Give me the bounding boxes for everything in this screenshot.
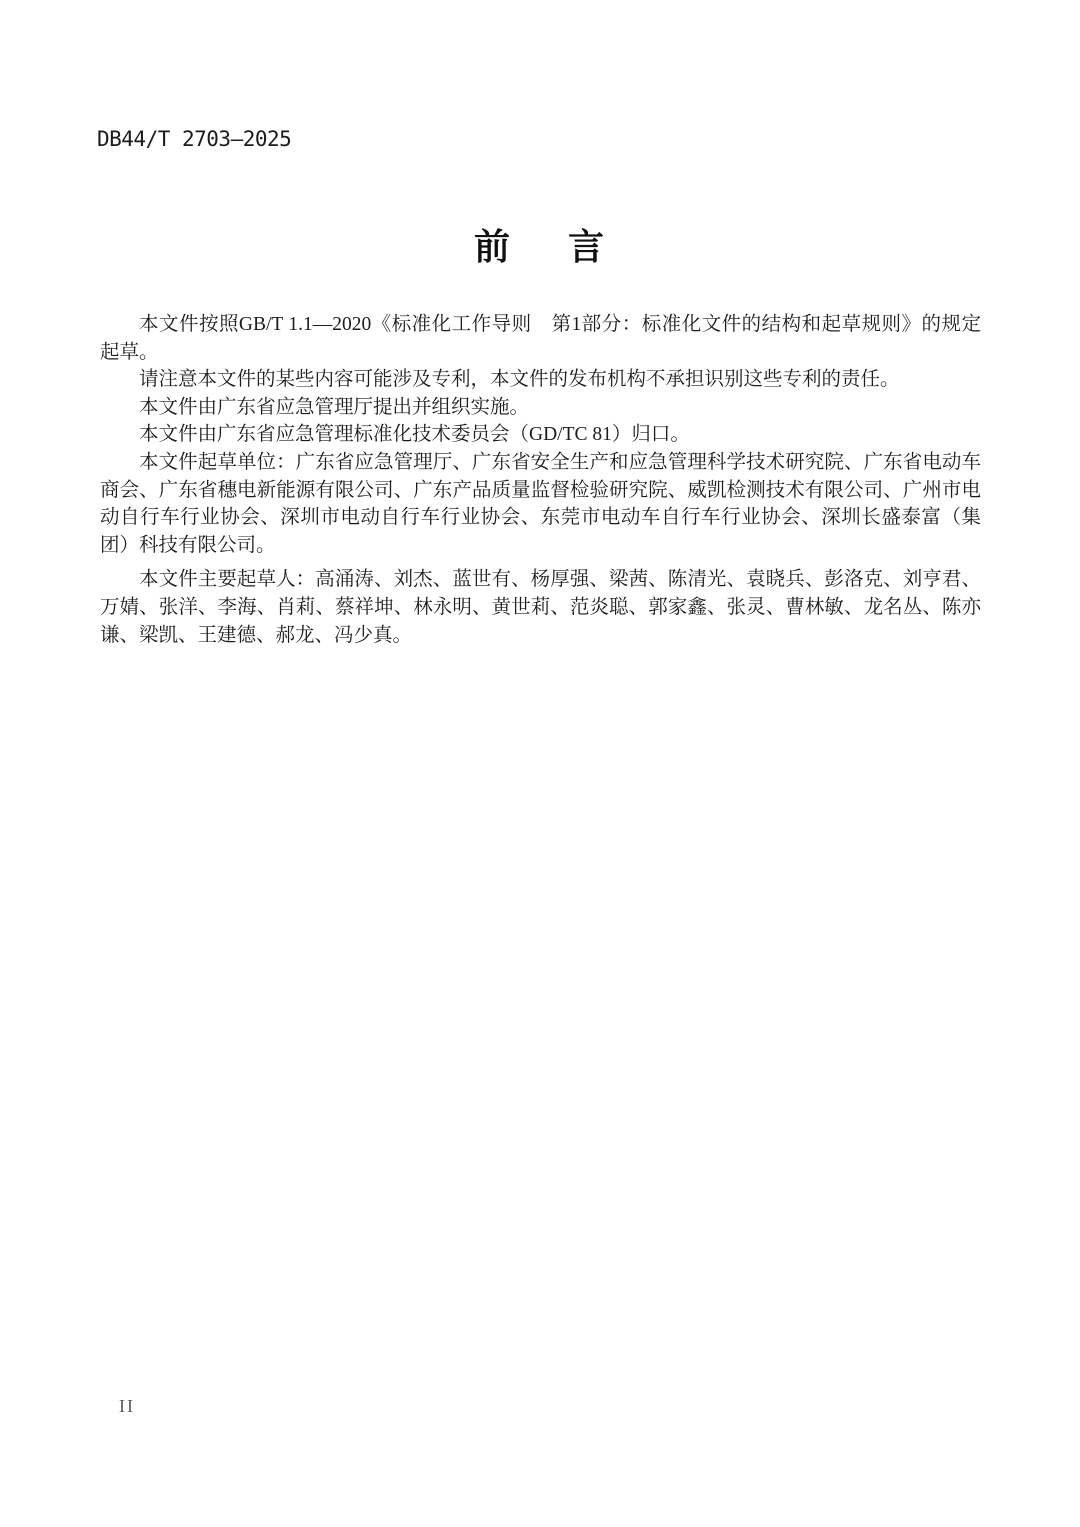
paragraph-patent-notice: 请注意本文件的某些内容可能涉及专利，本文件的发布机构不承担识别这些专利的责任。 [139, 369, 900, 391]
paragraph-proposing-org: 本文件由广东省应急管理厅提出并组织实施。 [139, 396, 530, 418]
paragraph-drafting-units: 本文件起草单位：广东省应急管理厅、广东省安全生产和应急管理科学技术研究院、广东省电动车商会、广东省穗电新能源有限公司、广东产品质量监督检验研究院、威凯检测技术有限公司、广州市电动自行车行业协会、深圳市电动自行车行业协会、东莞市电动车自行车行业协会、深圳长盛泰富（集团）科技有限公司。 [100, 451, 981, 556]
paragraph-centralized-org: 本文件由广东省应急管理标准化技术委员会（GD/TC 81）归口。 [139, 424, 690, 446]
foreword-body [100, 311, 981, 649]
page-title: 前 言 [473, 226, 606, 267]
paragraph-drafting-rules: 本文件按照GB/T 1.1—2020《标准化工作导则 第1部分：标准化文件的结构和起草规则》的规定起草。 [100, 314, 981, 363]
page-number: II [119, 1396, 135, 1416]
standard-code-header: DB44/T 2703—2025 [97, 127, 292, 151]
paragraph-main-drafters: 本文件主要起草人：高涌涛、刘杰、蓝世有、杨厚强、梁茜、陈清光、袁晓兵、彭洛克、刘亨君、万婧、张洋、李海、肖莉、蔡祥坤、林永明、黄世莉、范炎聪、郭家鑫、张灵、曹林敏、龙名丛、陈亦谦、梁凯、王建德、郝龙、冯少真。 [100, 569, 981, 646]
